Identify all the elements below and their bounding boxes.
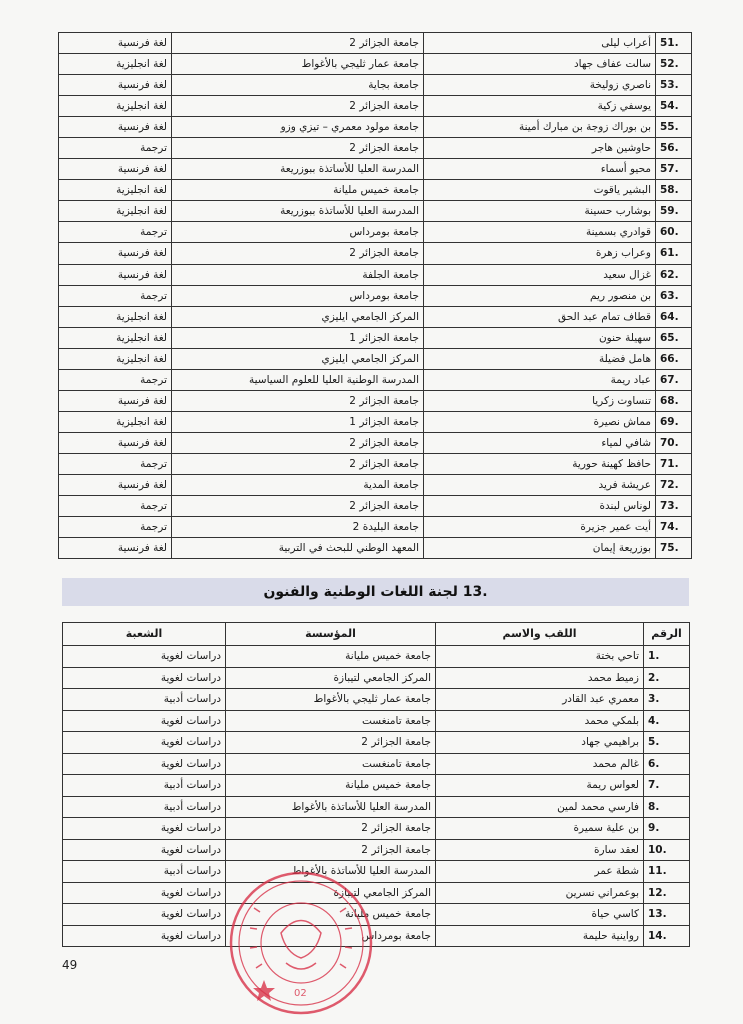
institution: جامعة الجزائر 2	[172, 453, 424, 474]
table-row	[59, 117, 692, 138]
row-number: .11	[644, 861, 690, 883]
specialty: ترجمة	[59, 285, 172, 306]
member-name: بلمكي محمد	[436, 710, 644, 732]
row-number: .4	[644, 710, 690, 732]
member-name: بوشارب حسينة	[424, 201, 656, 222]
table-row	[59, 496, 692, 517]
institution: جامعة الجزائر 1	[172, 327, 424, 348]
members-table-2	[62, 622, 690, 947]
member-name: قطاف تمام عبد الحق	[424, 306, 656, 327]
institution: جامعة الجزائر 2	[172, 96, 424, 117]
institution: المركز الجامعي ايليزي	[172, 348, 424, 369]
institution: جامعة بومرداس	[172, 222, 424, 243]
row-number: .68	[656, 390, 692, 411]
member-name: بن بوراك زوجة بن مبارك أمينة	[424, 117, 656, 138]
institution: جامعة البليدة 2	[172, 517, 424, 538]
specialty: لغة فرنسية	[59, 159, 172, 180]
specialty: دراسات لغوية	[63, 732, 226, 754]
specialty: دراسات لغوية	[63, 710, 226, 732]
table-row	[63, 667, 690, 689]
table-row	[59, 390, 692, 411]
specialty: دراسات لغوية	[63, 882, 226, 904]
row-number: .73	[656, 496, 692, 517]
member-name: قوادري بسمينة	[424, 222, 656, 243]
institution: جامعة الجزائر 2	[172, 243, 424, 264]
specialty: لغة فرنسية	[59, 432, 172, 453]
institution: المركز الجامعي لتيبازة	[226, 882, 436, 904]
member-name: ناصري زوليخة	[424, 75, 656, 96]
member-name: كاسي حياة	[436, 904, 644, 926]
institution: جامعة تامنغست	[226, 753, 436, 775]
specialty: لغة فرنسية	[59, 75, 172, 96]
row-number: .1	[644, 646, 690, 668]
institution: جامعة الجزائر 2	[226, 818, 436, 840]
row-number: .56	[656, 138, 692, 159]
institution: جامعة تامنغست	[226, 710, 436, 732]
table-row	[63, 839, 690, 861]
specialty: ترجمة	[59, 517, 172, 538]
table-row	[59, 285, 692, 306]
page-number: 49	[62, 958, 78, 972]
institution: جامعة مولود معمري – تيزي وزو	[172, 117, 424, 138]
table-row	[63, 925, 690, 947]
specialty: دراسات لغوية	[63, 839, 226, 861]
specialty: دراسات لغوية	[63, 904, 226, 926]
row-number: .74	[656, 517, 692, 538]
specialty: دراسات لغوية	[63, 818, 226, 840]
row-number: .12	[644, 882, 690, 904]
specialty: لغة انجليزية	[59, 306, 172, 327]
table-row	[59, 201, 692, 222]
table-row	[63, 646, 690, 668]
svg-text:02: 02	[294, 988, 307, 999]
table-row	[59, 432, 692, 453]
member-name: بن علية سميرة	[436, 818, 644, 840]
specialty: دراسات أدبية	[63, 775, 226, 797]
member-name: براهيمي جهاد	[436, 732, 644, 754]
institution: جامعة خميس مليانة	[226, 646, 436, 668]
header-num: الرقم	[644, 623, 690, 646]
institution: جامعة الجزائر 2	[172, 432, 424, 453]
table-row	[59, 517, 692, 538]
member-name: غزال سعيد	[424, 264, 656, 285]
specialty: لغة فرنسية	[59, 117, 172, 138]
specialty: لغة انجليزية	[59, 201, 172, 222]
row-number: .72	[656, 474, 692, 495]
institution: جامعة بومرداس	[172, 285, 424, 306]
table-row	[59, 96, 692, 117]
member-name: تنساوت زكريا	[424, 390, 656, 411]
institution: جامعة عمار ثليجي بالأغواط	[172, 54, 424, 75]
table-row	[59, 138, 692, 159]
specialty: ترجمة	[59, 496, 172, 517]
table-header-row	[63, 623, 690, 646]
header-institution: المؤسسة	[226, 623, 436, 646]
specialty: دراسات أدبية	[63, 689, 226, 711]
row-number: .14	[644, 925, 690, 947]
row-number: .60	[656, 222, 692, 243]
row-number: .63	[656, 285, 692, 306]
table-row	[59, 411, 692, 432]
institution: جامعة خميس مليانة	[172, 180, 424, 201]
row-number: .62	[656, 264, 692, 285]
institution: جامعة الجزائر 2	[172, 496, 424, 517]
member-name: مماش نصيرة	[424, 411, 656, 432]
row-number: .2	[644, 667, 690, 689]
row-number: .7	[644, 775, 690, 797]
row-number: .53	[656, 75, 692, 96]
row-number: .69	[656, 411, 692, 432]
specialty: ترجمة	[59, 453, 172, 474]
institution: جامعة الجزائر 1	[172, 411, 424, 432]
specialty: دراسات لغوية	[63, 753, 226, 775]
member-name: غالم محمد	[436, 753, 644, 775]
table-row	[59, 222, 692, 243]
institution: جامعة بجاية	[172, 75, 424, 96]
table-row	[59, 54, 692, 75]
specialty: لغة انجليزية	[59, 180, 172, 201]
specialty: ترجمة	[59, 138, 172, 159]
members-table-1	[58, 32, 692, 559]
row-number: .55	[656, 117, 692, 138]
table-row	[59, 306, 692, 327]
member-name: بوعمراني نسرين	[436, 882, 644, 904]
row-number: .70	[656, 432, 692, 453]
row-number: .66	[656, 348, 692, 369]
member-name: شافي لمياء	[424, 432, 656, 453]
institution: المدرسة العليا للأساتذة ببوزريعة	[172, 159, 424, 180]
table-row	[59, 75, 692, 96]
institution: المدرسة العليا للأساتذة ببوزريعة	[172, 201, 424, 222]
specialty: ترجمة	[59, 369, 172, 390]
official-seal-stamp	[226, 868, 376, 1018]
header-name: اللقب والاسم	[436, 623, 644, 646]
member-name: محيو أسماء	[424, 159, 656, 180]
member-name: عريشة فريد	[424, 474, 656, 495]
member-name: سالت عفاف جهاد	[424, 54, 656, 75]
specialty: لغة فرنسية	[59, 264, 172, 285]
table-row	[59, 159, 692, 180]
institution: المدرسة الوطنية العليا للعلوم السياسية	[172, 369, 424, 390]
row-number: .58	[656, 180, 692, 201]
institution: المركز الجامعي ايليزي	[172, 306, 424, 327]
row-number: .13	[644, 904, 690, 926]
institution: جامعة الجزائر 2	[226, 839, 436, 861]
specialty: دراسات أدبية	[63, 861, 226, 883]
institution: المعهد الوطني للبحث في التربية	[172, 538, 424, 559]
section-title: .13 لجنة اللغات الوطنية والفنون	[62, 578, 689, 606]
member-name: بن منصور ريم	[424, 285, 656, 306]
specialty: لغة فرنسية	[59, 33, 172, 54]
specialty: لغة فرنسية	[59, 243, 172, 264]
specialty: لغة فرنسية	[59, 390, 172, 411]
row-number: .9	[644, 818, 690, 840]
member-name: معمري عبد القادر	[436, 689, 644, 711]
specialty: لغة انجليزية	[59, 411, 172, 432]
member-name: يوسفي زكية	[424, 96, 656, 117]
specialty: لغة انجليزية	[59, 348, 172, 369]
member-name: سهيلة حنون	[424, 327, 656, 348]
row-number: .67	[656, 369, 692, 390]
institution: جامعة خميس مليانة	[226, 775, 436, 797]
member-name: حاوشين هاجر	[424, 138, 656, 159]
members-table-1-body	[59, 33, 692, 559]
institution: جامعة الجزائر 2	[226, 732, 436, 754]
row-number: .57	[656, 159, 692, 180]
table-row	[63, 882, 690, 904]
institution: المركز الجامعي لتيبازة	[226, 667, 436, 689]
row-number: .75	[656, 538, 692, 559]
table-row	[59, 348, 692, 369]
member-name: شطة عمر	[436, 861, 644, 883]
table-row	[59, 538, 692, 559]
row-number: .52	[656, 54, 692, 75]
member-name: أعراب ليلى	[424, 33, 656, 54]
table-row	[63, 710, 690, 732]
table-row	[59, 180, 692, 201]
row-number: .51	[656, 33, 692, 54]
member-name: لوناس لبندة	[424, 496, 656, 517]
table-row	[63, 904, 690, 926]
specialty: دراسات لغوية	[63, 667, 226, 689]
row-number: .65	[656, 327, 692, 348]
table-row	[63, 818, 690, 840]
table-row	[63, 753, 690, 775]
member-name: زميط محمد	[436, 667, 644, 689]
table-row	[59, 369, 692, 390]
specialty: دراسات أدبية	[63, 796, 226, 818]
row-number: .64	[656, 306, 692, 327]
specialty: لغة انجليزية	[59, 327, 172, 348]
institution: جامعة الجلفة	[172, 264, 424, 285]
table-row	[59, 243, 692, 264]
table-row	[63, 689, 690, 711]
member-name: أيت عمير جزيرة	[424, 517, 656, 538]
institution: جامعة الجزائر 2	[172, 33, 424, 54]
member-name: لعقد سارة	[436, 839, 644, 861]
institution: جامعة الجزائر 2	[172, 390, 424, 411]
member-name: وعراب زهرة	[424, 243, 656, 264]
table-row	[59, 453, 692, 474]
institution: جامعة خميس مليانة	[226, 904, 436, 926]
table-row	[63, 775, 690, 797]
table-row	[59, 474, 692, 495]
member-name: البشير ياقوت	[424, 180, 656, 201]
row-number: .8	[644, 796, 690, 818]
member-name: لعواس ريمة	[436, 775, 644, 797]
row-number: .54	[656, 96, 692, 117]
row-number: .6	[644, 753, 690, 775]
specialty: لغة فرنسية	[59, 538, 172, 559]
row-number: .10	[644, 839, 690, 861]
table-row	[63, 861, 690, 883]
institution: المدرسة العليا للأساتذة بالأغواط	[226, 861, 436, 883]
specialty: ترجمة	[59, 222, 172, 243]
specialty: لغة انجليزية	[59, 96, 172, 117]
row-number: .71	[656, 453, 692, 474]
row-number: .3	[644, 689, 690, 711]
row-number: .5	[644, 732, 690, 754]
institution: جامعة بومرداس	[226, 925, 436, 947]
member-name: حافظ كهينة حورية	[424, 453, 656, 474]
members-table-2-body	[63, 646, 690, 947]
row-number: .59	[656, 201, 692, 222]
institution: المدرسة العليا للأساتذة بالأغواط	[226, 796, 436, 818]
member-name: هامل فضيلة	[424, 348, 656, 369]
row-number: .61	[656, 243, 692, 264]
table-row	[63, 796, 690, 818]
member-name: عباد ريمة	[424, 369, 656, 390]
specialty: لغة انجليزية	[59, 54, 172, 75]
table-row	[59, 327, 692, 348]
member-name: بوزريعة إيمان	[424, 538, 656, 559]
specialty: دراسات لغوية	[63, 925, 226, 947]
member-name: رواينية حليمة	[436, 925, 644, 947]
specialty: لغة فرنسية	[59, 474, 172, 495]
table-row	[63, 732, 690, 754]
institution: جامعة عمار ثليجي بالأغواط	[226, 689, 436, 711]
member-name: فارسي محمد لمين	[436, 796, 644, 818]
institution: جامعة الجزائر 2	[172, 138, 424, 159]
table-row	[59, 33, 692, 54]
institution: جامعة المدية	[172, 474, 424, 495]
table-row	[59, 264, 692, 285]
specialty: دراسات لغوية	[63, 646, 226, 668]
header-field: الشعبة	[63, 623, 226, 646]
member-name: تاحي بختة	[436, 646, 644, 668]
